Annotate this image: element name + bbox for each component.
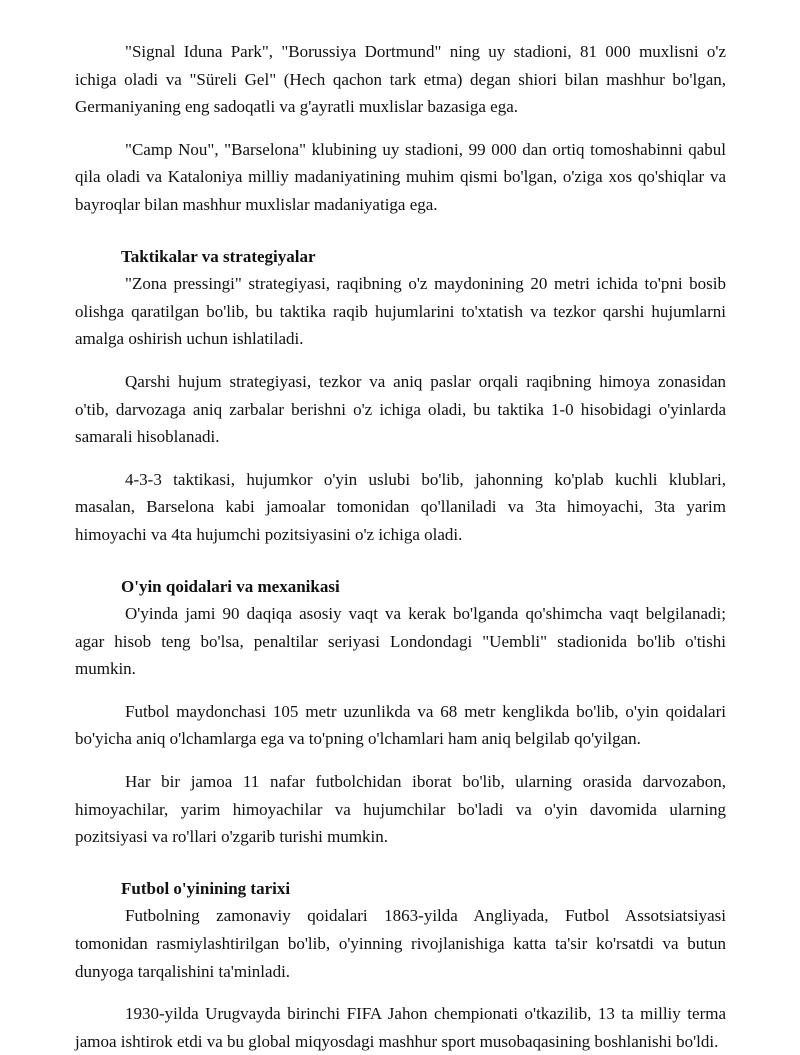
paragraph-signal-iduna-park: "Signal Iduna Park", "Borussiya Dortmund" ning uy stadioni, 81 000 muxlisni o'z ichiga oladi va "Süreli Gel" (Hech qachon tark etma) degan shiori bilan mashhur bo'lgan, Germaniyaning eng sadoqatli va g'ayratli muxlislar bazasiga ega.	[75, 42, 726, 117]
paragraph-team-players: Har bir jamoa 11 nafar futbolchidan iborat bo'lib, ularning orasida darvozabon, himoyachilar, yarim himoyachilar va hujumchilar bo'ladi va o'yin davomida ularning pozitsiyasi va ro'llari o'zgarib turishi mumkin.	[75, 772, 726, 847]
paragraph-counter-attack: Qarshi hujum strategiyasi, tezkor va aniq paslar orqali raqibning himoya zonasidan o'tib, darvozaga aniq zarbalar berishni o'z ichiga oladi, bu taktika 1-0 hisobidagi o'yinlarda samarali hisoblanadi.	[75, 371, 726, 447]
heading-history: Futbol o'yinining tarixi	[121, 878, 291, 898]
paragraph-camp-nou: "Camp Nou", "Barselona" klubining uy stadioni, 99 000 dan ortiq tomoshabinni qabul qila oladi va Kataloniya milliy madaniyatining muhim qismi bo'lgan, o'ziga xos qo'shiqlar va bayroqlar bilan mashhur muxlislar madaniyatiga ega.	[75, 139, 726, 214]
heading-rules: O'yin qoidalari va mexanikasi	[121, 576, 340, 596]
paragraph-field-size: Futbol maydonchasi 105 metr uzunlikda va 68 metr kenglikda bo'lib, o'yin qoidalari bo'yicha aniq o'lchamlarga ega va to'pning o'lchamlari ham aniq belgilab qo'yilgan.	[75, 701, 726, 749]
paragraph-world-cup: 1930-yilda Urugvayda birinchi FIFA Jahon chempionati o'tkazilib, 13 ta milliy terma jamoa ishtirok etdi va bu global miqyosdagi mashhur sport musobaqasining boshlanishi bo'ldi.	[75, 1004, 726, 1051]
heading-tactics: Taktikalar va strategiyalar	[121, 246, 316, 266]
paragraph-4-3-3: 4-3-3 taktikasi, hujumkor o'yin uslubi bo'lib, jahonning ko'plab kuchli klublari, masalan, Barselona kabi jamoalar tomonidan qo'llaniladi va 3ta himoyachi, 3ta yarim himoyachi va 4ta hujumchi pozitsiyasini o'z ichiga oladi.	[75, 469, 726, 544]
paragraph-modern-rules: Futbolning zamonaviy qoidalari 1863-yilda Angliyada, Futbol Assotsiatsiyasi tomonidan rasmiylashtirilgan bo'lib, o'yinning rivojlanishiga katta ta'sir ko'rsatdi va butun dunyoga tarqalishini ta'minladi.	[75, 906, 726, 981]
paragraph-match-time: O'yinda jami 90 daqiqa asosiy vaqt va kerak bo'lganda qo'shimcha vaqt belgilanadi; agar hisob teng bo'lsa, penaltilar seriyasi Londondagi "Uembli" stadionida bo'lib o'tishi mumkin.	[75, 604, 726, 679]
document-page	[75, 38, 726, 1055]
paragraph-zone-pressing: "Zona pressingi" strategiyasi, raqibning o'z maydonining 20 metri ichida to'pni bosib olishga qaratilgan bo'lib, bu taktika raqib hujumlarini to'xtatish va tezkor qarshi hujumlarni amalga oshirish uchun ishlatiladi.	[75, 274, 726, 349]
